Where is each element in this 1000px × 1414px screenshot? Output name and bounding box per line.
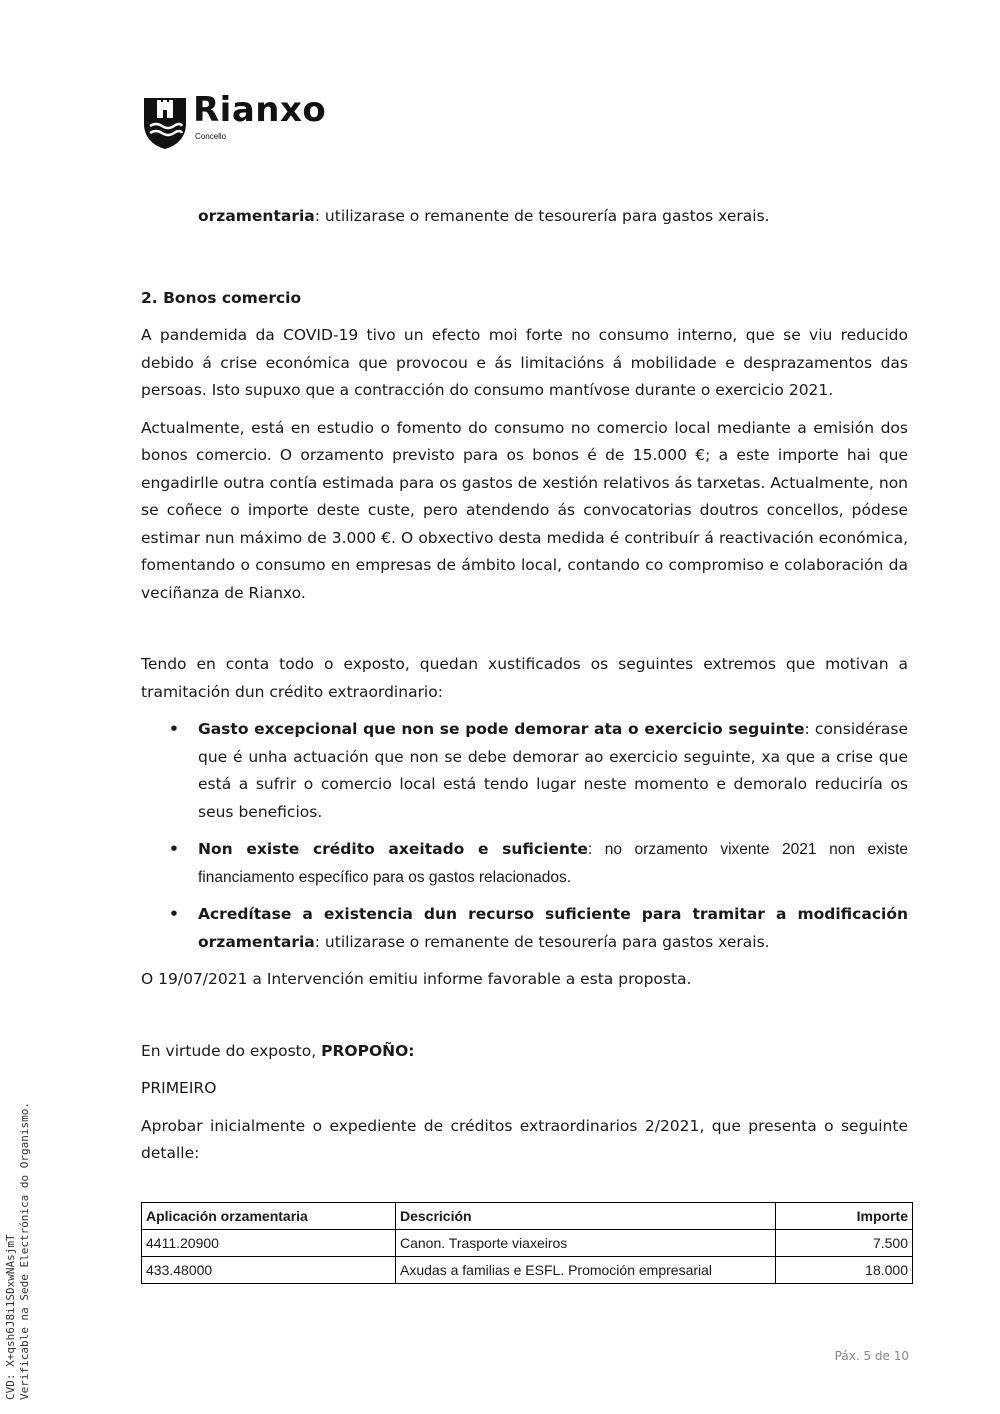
table-cell: Canon. Trasporte viaxeiros (396, 1230, 776, 1257)
bullet-title: Gasto excepcional que non se pode demorar ata o exercicio seguinte (198, 720, 805, 738)
paragraph-proposal (141, 1038, 908, 1066)
table-cell: 7.500 (776, 1230, 913, 1257)
list-item (141, 716, 908, 826)
verification-code-line: CVD: X+qsh6J8i1SDxwNAsjmT (4, 1234, 17, 1400)
verification-note-line: Verificable na Sede Electrónica do Organismo. (18, 1101, 31, 1400)
table-cell: 4411.20900 (142, 1230, 396, 1257)
shield-emblem-icon (142, 96, 188, 150)
page-number: Páx. 5 de 10 (834, 1349, 909, 1363)
table-cell: 18.000 (776, 1257, 913, 1284)
column-header: Descrición (396, 1203, 776, 1230)
paragraph-covid: A pandemida da COVID-19 tivo un efecto moi forte no consumo interno, que se viu reducido debido á crise económica que provocou e ás limitacións á mobilidade e desprazamentos das persoas. Isto supuxo que a contracción do consumo mantívose durante o exercicio 2021. (141, 326, 908, 399)
bullet-icon: • (169, 905, 179, 923)
intro-continuation (141, 203, 908, 231)
table-row (142, 1230, 913, 1257)
bullet-text: : utilizarase o remanente de tesourería para gastos xerais. (314, 932, 770, 951)
bullet-title: Acredítase a existencia dun recurso suficiente para tramitar a modificación orzamentaria (198, 905, 908, 951)
bullet-text: : no orzamento vixente 2021 non existe financiamento específico para os gastos relacionados. (198, 841, 909, 886)
verification-code (4, 1102, 32, 1400)
bullet-icon: • (169, 840, 179, 858)
logo-subtext: Concello (195, 132, 227, 141)
table-cell: Axudas a familias e ESFL. Promoción empresarial (396, 1257, 776, 1284)
bullet-title: Non existe crédito axeitado e suficiente (198, 840, 588, 858)
column-header: Aplicación orzamentaria (142, 1203, 396, 1230)
concello-logo (142, 90, 352, 152)
intro-bold: orzamentaria (198, 207, 315, 225)
table-cell: 433.48000 (142, 1257, 396, 1284)
credits-table (141, 1202, 913, 1284)
list-item (141, 901, 908, 956)
section-heading: 2. Bonos comercio (141, 288, 302, 307)
logo-wordmark: Rianxo (193, 90, 327, 130)
paragraph-first: Aprobar inicialmente o expediente de créditos extraordinarios 2/2021, que presenta o seguinte detalle: (141, 1116, 908, 1162)
document-body (141, 203, 908, 1168)
paragraph-intervention: O 19/07/2021 a Intervención emitiu informe favorable a esta proposta. (141, 970, 692, 988)
justification-list (141, 716, 908, 956)
proposal-prefix: En virtude do exposto, (141, 1041, 322, 1060)
table-header-row (142, 1203, 913, 1230)
table-row (142, 1257, 913, 1284)
column-header: Importe (776, 1203, 913, 1230)
list-item (141, 836, 908, 891)
paragraph-justification: Tendo en conta todo o exposto, quedan xustificados os seguintes extremos que motivan a tramitación dun crédito extraordinario: (141, 655, 908, 701)
proposal-bold: PROPOÑO: (321, 1041, 415, 1060)
bullet-text: : considérase que é unha actuación que non se debe demorar ao exercicio seguinte, xa que a crise que está a sufrir o comercio local está tendo lugar neste momento e demoralo reduciría os seus beneficios. (198, 720, 908, 821)
paragraph-bonos: Actualmente, está en estudio o fomento do consumo no comercio local mediante a emisión dos bonos comercio. O orzamento previsto para os bonos é de 15.000 €; a este importe hai que engadirlle outra contía estimada para os gastos de xestión relativos ás tarxetas. Actualmente, non se coñece o importe deste custe, pero atendendo ás convocatorias doutros concellos, pódese estimar nun máximo de 3.000 €. O obxectivo desta medida é contribuír á reactivación económica, fomentando o consumo en empresas de ámbito local, contando co compromiso e colaboración da veciñanza de Rianxo. (141, 418, 908, 602)
intro-text: : utilizarase o remanente de tesourería para gastos xerais. (314, 207, 770, 225)
first-label: PRIMEIRO (141, 1079, 217, 1097)
bullet-icon: • (169, 720, 179, 738)
